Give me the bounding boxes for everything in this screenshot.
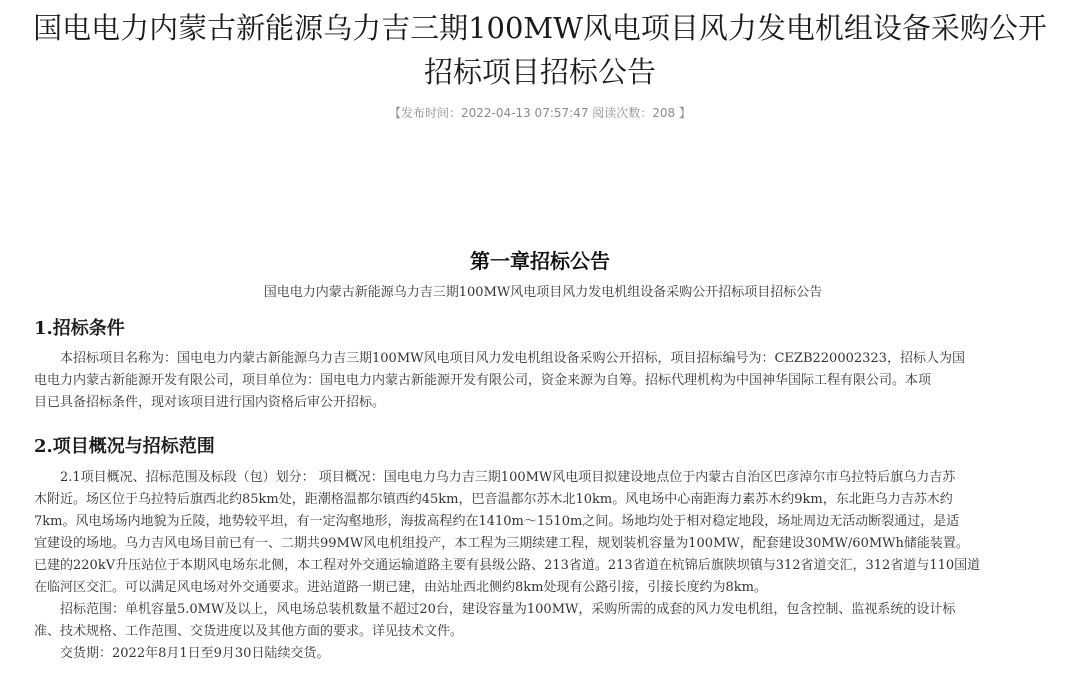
section-body-project-overview xyxy=(34,467,1054,665)
section-heading-project-overview: 2.项目概况与招标范围 xyxy=(34,436,215,457)
section-body-bidding-conditions xyxy=(34,348,1054,414)
paragraph-line: 目已具备招标条件，现对该项目进行国内资格后审公开招标。 xyxy=(34,395,386,410)
section-heading-bidding-conditions: 1.招标条件 xyxy=(34,318,125,339)
paragraph-line: 已建的220kV升压站位于本期风电场东北侧，本工程对外交通运输道路主要有县级公路、213省道。213省道在杭锦后旗陕坝镇与312省道交汇，312省道与110国道 xyxy=(34,558,981,573)
paragraph-line: 招标范围：单机容量5.0MW及以上，风电场总装机数量不超过20台，建设容量为100MW，采购所需的成套的风力发电机组，包含控制、监视系统的设计标 xyxy=(34,602,956,617)
paragraph-line: 交货期：2022年8月1日至9月30日陆续交货。 xyxy=(34,646,330,661)
paragraph-line: 2.1项目概况、招标范围及标段（包）划分： 项目概况：国电电力乌力吉三期100MW风电项目拟建设地点位于内蒙古自治区巴彦淖尔市乌拉特后旗乌力吉苏 xyxy=(34,470,956,485)
paragraph-line: 木附近。场区位于乌拉特后旗西北约85km处，距潮格温都尔镇西约45km，巴音温都尔苏木北10km。风电场中心南距海力素苏木约9km，东北距乌力吉苏木约 xyxy=(34,492,953,507)
paragraph-line: 准、技术规格、工作范围、交货进度以及其他方面的要求。详见技术文件。 xyxy=(34,624,464,639)
announcement-subtitle: 国电电力内蒙古新能源乌力吉三期100MW风电项目风力发电机组设备采购公开招标项目招标公告 xyxy=(263,285,823,300)
chapter-title: 第一章招标公告 xyxy=(470,248,610,273)
paragraph-line: 在临河区交汇。可以满足风电场对外交通要求。进站道路一期已建，由站址西北侧约8km处现有公路引接，引接长度约为8km。 xyxy=(34,580,767,595)
publish-meta: 【发布时间：2022-04-13 07:57:47 阅读次数：208 】 xyxy=(389,106,691,120)
paragraph-line: 本招标项目名称为：国电电力内蒙古新能源乌力吉三期100MW风电项目风力发电机组设备采购公开招标，项目招标编号为：CEZB220002323，招标人为国 xyxy=(34,351,965,366)
paragraph-line: 电电力内蒙古新能源开发有限公司，项目单位为：国电电力内蒙古新能源开发有限公司，资金来源为自筹。招标代理机构为中国神华国际工程有限公司。本项 xyxy=(34,373,932,388)
paragraph-line: 宜建设的场地。乌力吉风电场目前已有一、二期共99MW风电机组投产，本工程为三期续建工程，规划装机容量为100MW，配套建设30MW/60MWh储能装置。 xyxy=(34,536,969,551)
article-title-line-1: 国电电力内蒙古新能源乌力吉三期100MW风电项目风力发电机组设备采购公开 xyxy=(33,11,1047,45)
paragraph-line: 7km。风电场场内地貌为丘陵，地势较平坦，有一定沟壑地形，海拔高程约在1410m～1510m之间。场地均处于相对稳定地段，场址周边无活动断裂通过，是适 xyxy=(34,514,960,529)
article-title-line-2: 招标项目招标公告 xyxy=(423,55,656,89)
